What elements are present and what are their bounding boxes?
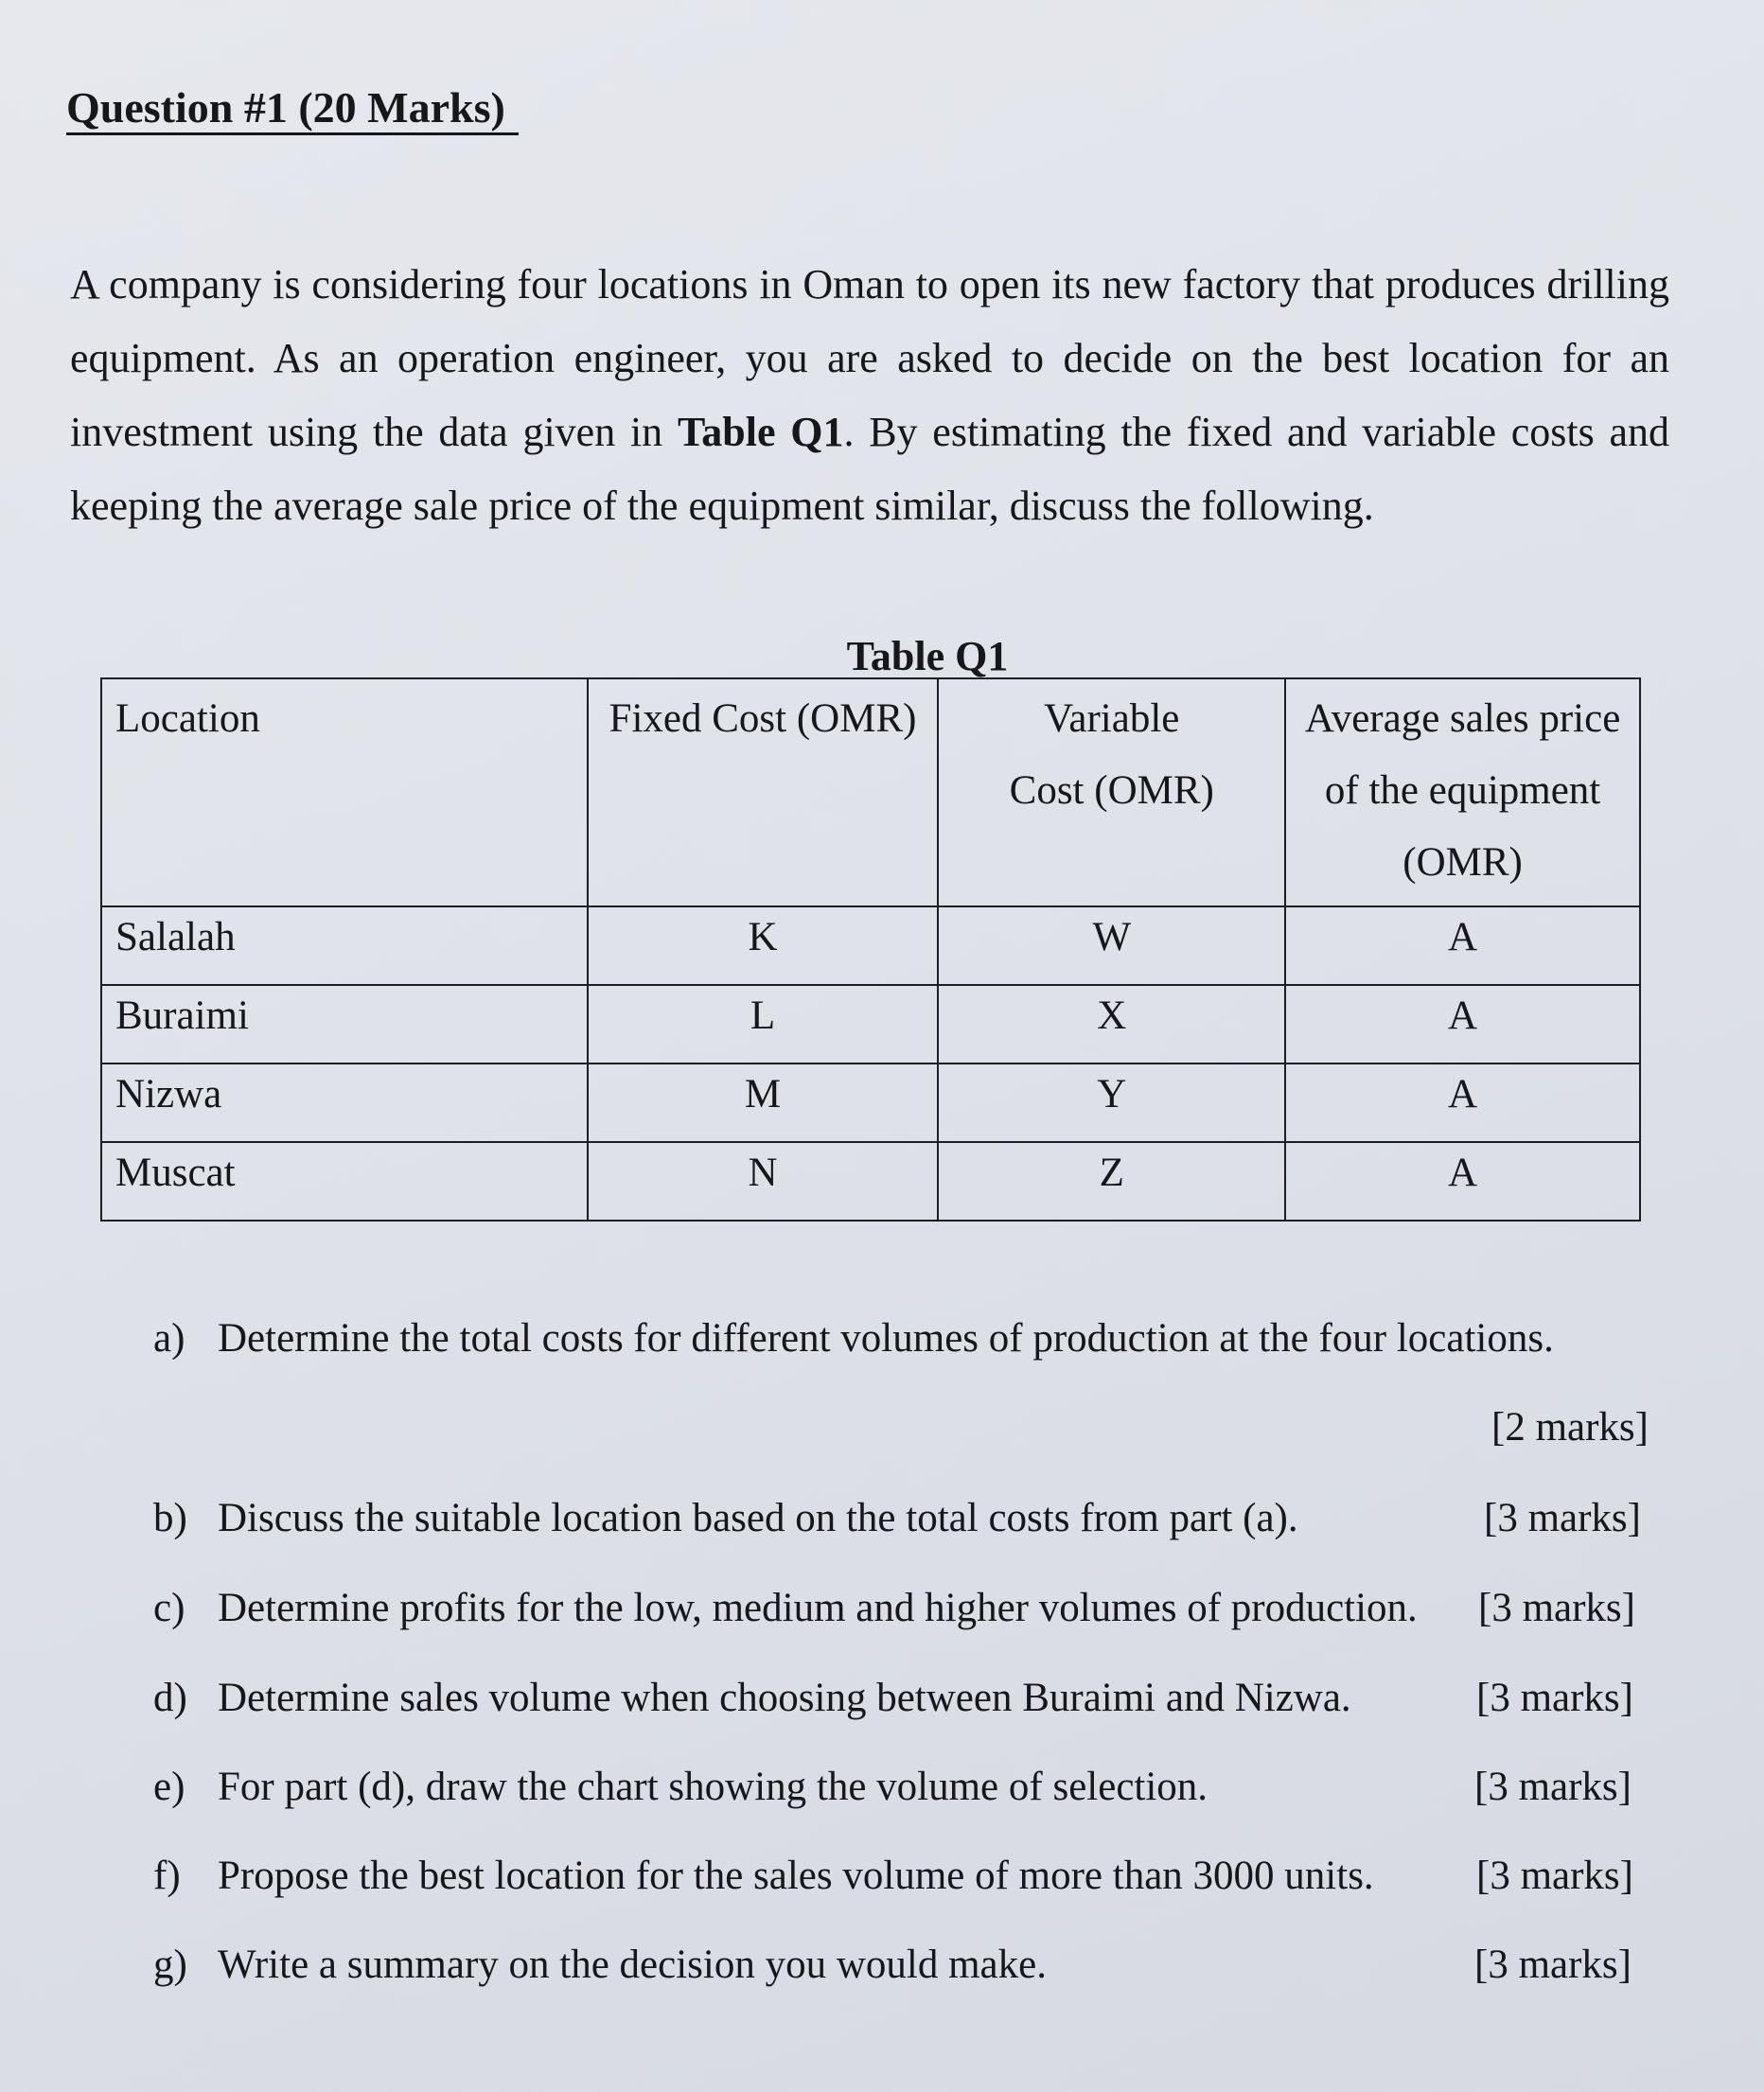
question-marks: [3 marks] xyxy=(1474,1943,1632,1987)
header-fixed-cost: Fixed Cost (OMR) xyxy=(588,678,939,906)
cell-location: Nizwa xyxy=(101,1064,588,1142)
header-average-price xyxy=(1285,678,1640,906)
question-letter: b) xyxy=(153,1496,187,1540)
question-text: For part (d), draw the chart showing the volume of selection. xyxy=(218,1765,1208,1809)
cell-variable-cost: W xyxy=(938,906,1285,985)
table-row xyxy=(101,985,1640,1064)
header-variable-cost-text: Variable Cost (OMR) xyxy=(1009,696,1214,813)
question-letter: e) xyxy=(153,1765,185,1809)
cell-fixed-cost: N xyxy=(588,1142,939,1221)
question-letter: g) xyxy=(153,1943,187,1987)
cell-location: Buraimi xyxy=(101,985,588,1064)
table-row xyxy=(101,1064,1640,1142)
question-text: Write a summary on the decision you would make. xyxy=(218,1943,1047,1987)
table-title: Table Q1 xyxy=(846,633,1009,679)
question-text: Determine profits for the low, medium and higher volumes of production. xyxy=(218,1586,1418,1630)
question-marks: [3 marks] xyxy=(1474,1765,1632,1809)
question-letter: d) xyxy=(153,1676,187,1720)
question-e xyxy=(153,1764,1649,1820)
question-letter: a) xyxy=(153,1316,185,1361)
cell-fixed-cost: L xyxy=(588,985,939,1064)
question-text: Determine the total costs for different volumes of production at the four locations. xyxy=(218,1316,1554,1361)
cell-location: Salalah xyxy=(101,906,588,985)
question-marks: [3 marks] xyxy=(1476,1676,1633,1720)
table-row xyxy=(101,906,1640,985)
cell-fixed-cost: M xyxy=(588,1064,939,1142)
question-text: Discuss the suitable location based on the total costs from part (a). xyxy=(218,1496,1298,1540)
question-f xyxy=(153,1853,1649,1909)
question-d xyxy=(153,1675,1649,1732)
question-c xyxy=(153,1585,1649,1642)
cell-average-price: A xyxy=(1285,985,1640,1064)
header-variable-cost xyxy=(938,678,1285,906)
question-a xyxy=(153,1315,1649,1372)
table-header-row xyxy=(101,678,1640,906)
cell-average-price: A xyxy=(1285,906,1640,985)
question-marks: [3 marks] xyxy=(1476,1854,1633,1898)
cell-variable-cost: Z xyxy=(938,1142,1285,1221)
question-b xyxy=(153,1495,1649,1552)
cell-fixed-cost: K xyxy=(588,906,939,985)
cell-average-price: A xyxy=(1285,1064,1640,1142)
intro-text-part2: . By estimating the fixed and variable costs and keeping the average sale price of the equipment similar, discuss the following. xyxy=(70,409,1669,529)
question-letter: c) xyxy=(153,1586,185,1630)
question-a-marks-row xyxy=(153,1404,1649,1461)
intro-text-part1: A company is considering four locations in Oman to open its new factory that produces drilling equipment. As an operation engineer, you are asked to decide on the best location for an investment using the data given in xyxy=(70,261,1669,455)
question-text: Propose the best location for the sales volume of more than 3000 units. xyxy=(218,1854,1374,1898)
header-average-price-text: Average sales price of the equipment (OMR) xyxy=(1304,696,1621,885)
question-g xyxy=(153,1942,1649,1998)
question-heading: Question #1 (20 Marks) xyxy=(66,83,519,135)
cost-table xyxy=(100,677,1641,1222)
question-letter: f) xyxy=(153,1854,181,1898)
question-marks: [3 marks] xyxy=(1484,1496,1641,1540)
cell-variable-cost: X xyxy=(938,985,1285,1064)
cell-variable-cost: Y xyxy=(938,1064,1285,1142)
question-marks: [3 marks] xyxy=(1478,1586,1635,1630)
cell-average-price: A xyxy=(1285,1142,1640,1221)
table-row xyxy=(101,1142,1640,1221)
header-location: Location xyxy=(101,678,588,906)
intro-paragraph xyxy=(70,248,1669,543)
question-marks: [2 marks] xyxy=(1491,1405,1649,1450)
cell-location: Muscat xyxy=(101,1142,588,1221)
question-text: Determine sales volume when choosing between Buraimi and Nizwa. xyxy=(218,1676,1351,1720)
intro-table-reference: Table Q1 xyxy=(677,409,844,455)
